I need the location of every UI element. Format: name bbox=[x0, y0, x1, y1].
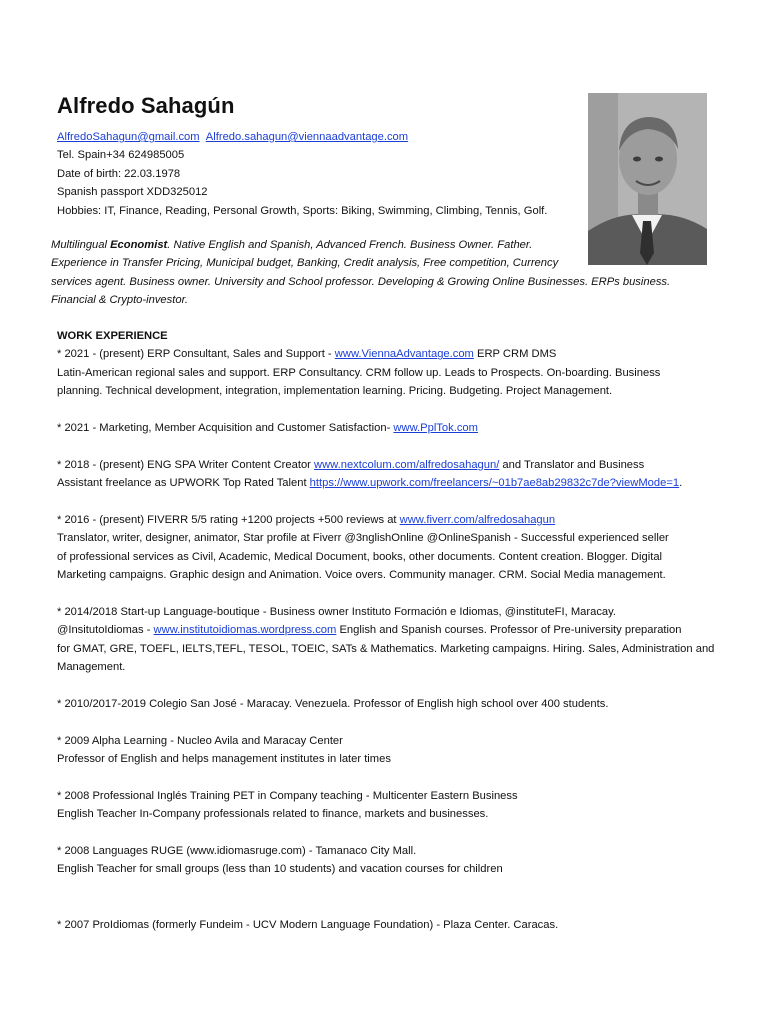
passport-line: Spanish passport XDD325012 bbox=[57, 186, 208, 199]
hobbies-line: Hobbies: IT, Finance, Reading, Personal Growth, Sports: Biking, Swimming, Climbing, Tennis, Golf. bbox=[57, 204, 548, 217]
job-entry-writer: * 2018 - (present) ENG SPA Writer Content Creator www.nextcolum.com/alfredosahagun/ and Translator and Business Assistant freelance as UPWORK Top Rated Talent https://www.upwork.com/freelancers/~01b7ae8ab29832c7de?viewMode=1. bbox=[57, 458, 683, 490]
institutoidiomas-link[interactable]: www.institutoidiomas.wordpress.com bbox=[153, 624, 337, 637]
job-entry-ruge: * 2008 Languages RUGE (www.idiomasruge.com) - Tamanaco City Mall. English Teacher for small groups (less than 10 students) and vacation courses for children bbox=[57, 844, 503, 876]
economist-emphasis: Economist bbox=[110, 239, 168, 251]
job-entry-language-boutique: * 2014/2018 Start-up Language-boutique - Business owner Instituto Formación e Idiomas, @instituteFI, Maracay. @InsitutoIdiomas - www.institutoidiomas.wordpress.com English and Spanish courses. Professor of Pre-university preparation for GMAT, GRE, TOEFL, IELTS,TEFL, TESOL, TOEIC, SATs & Mathematics. Marketing campaigns. Hiring. Sales, Administration and Management. bbox=[57, 605, 715, 674]
section-heading: WORK EXPERIENCE bbox=[57, 330, 168, 342]
nextcolum-link[interactable]: www.nextcolum.com/alfredosahagun/ bbox=[314, 458, 500, 471]
work-experience-section bbox=[57, 327, 717, 934]
upwork-link[interactable]: https://www.upwork.com/freelancers/~01b7ae8ab29832c7de?viewMode=1 bbox=[309, 477, 680, 490]
vienna-advantage-link[interactable]: www.ViennaAdvantage.com bbox=[334, 348, 474, 361]
date-of-birth-line: Date of birth: 22.03.1978 bbox=[57, 167, 181, 180]
job-entry-ppltok: * 2021 - Marketing, Member Acquisition and Customer Satisfaction- www.PplTok.com bbox=[57, 421, 478, 434]
fiverr-link[interactable]: www.fiverr.com/alfredosahagun bbox=[399, 513, 556, 526]
job-entry-proidiomas: * 2007 ProIdiomas (formerly Fundeim - UCV Modern Language Foundation) - Plaza Center. Caracas. bbox=[57, 918, 559, 931]
email-link-vienna[interactable]: Alfredo.sahagun@viennaadvantage.com bbox=[205, 131, 409, 143]
ppltok-link[interactable]: www.PplTok.com bbox=[393, 421, 478, 434]
job-entry-vienna: * 2021 - (present) ERP Consultant, Sales and Support - www.ViennaAdvantage.com ERP CRM DMS Latin-American regional sales and support. ERP Consultancy. CRM follow up. Leads to Prospects. On-boarding. Business planning. Technical development, integration, implementation learning. Pricing. Budgeting. Project Management. bbox=[57, 348, 661, 398]
person-name: Alfredo Sahagún bbox=[57, 93, 235, 118]
phone-line: Tel. Spain+34 624985005 bbox=[57, 149, 185, 162]
email-line bbox=[57, 128, 577, 146]
job-entry-colegio: * 2010/2017-2019 Colegio San José - Maracay. Venezuela. Professor of English high school over 400 students. bbox=[57, 697, 609, 710]
job-entry-professional-ingles: * 2008 Professional Inglés Training PET in Company teaching - Multicenter Eastern Business English Teacher In-Company professionals related to finance, markets and businesses. bbox=[57, 789, 518, 821]
job-entry-alpha-learning: * 2009 Alpha Learning - Nucleo Avila and Maracay Center Professor of English and helps management institutes in later times bbox=[57, 734, 391, 765]
profile-summary: Multilingual Economist. Native English and Spanish, Advanced French. Business Owner. Father. Experience in Transfer Pricing, Municipal budget, Banking, Credit analysis, Free competition, Currency services agent. Business owner. University and School professor. Developing & Growing Online Businesses. ERPs business. Financial & Crypto-investor. bbox=[51, 239, 671, 307]
job-entry-fiverr: * 2016 - (present) FIVERR 5/5 rating +1200 projects +500 reviews at www.fiverr.com/alfredosahagun Translator, writer, designer, animator, Star profile at Fiverr @3nglishOnline @OnlineSpanish - Successful experienced seller of professional services as Civil, Academic, Medical Document, books, other documents. Content creation. Blogger. Digital Marketing campaigns. Graphic design and Animation. Voice overs. Community manager. CRM. Social Media management. bbox=[57, 513, 669, 582]
email-link-gmail[interactable]: AlfredoSahagun@gmail.com bbox=[57, 131, 200, 143]
contact-info bbox=[57, 128, 577, 220]
